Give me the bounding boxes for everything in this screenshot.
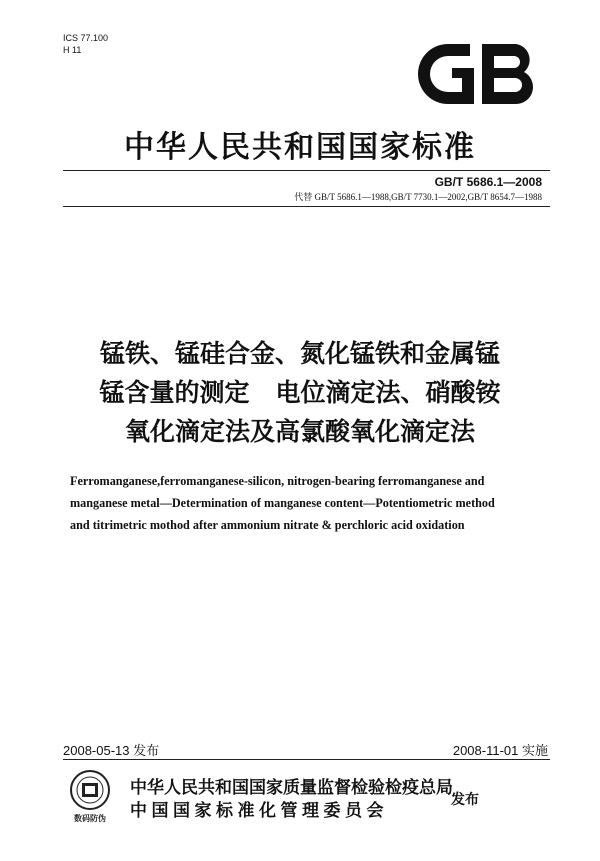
standard-code: GB/T 5686.1—2008 bbox=[434, 175, 542, 189]
title-en-line-3: and titrimetric mothod after ammonium nitrate & perchloric acid oxidation bbox=[70, 518, 465, 532]
gb-logo bbox=[418, 40, 538, 108]
title-en-line-2: manganese metal—Determination of manganese content—Potentiometric method bbox=[70, 496, 495, 510]
title-cn-line-1: 锰铁、锰硅合金、氮化锰铁和金属锰 bbox=[99, 339, 500, 368]
national-standard-title: 中华人民共和国国家标准 bbox=[124, 130, 476, 165]
svg-text:数码防伪: 数码防伪 bbox=[74, 814, 106, 823]
title-en-line-1: Ferromanganese,ferromanganese-silicon, nitrogen-bearing ferromanganese and bbox=[70, 474, 485, 488]
footer-divider bbox=[63, 759, 550, 760]
ics-code: ICS 77.100 bbox=[63, 33, 109, 43]
replaces-note: 代替 GB/T 5686.1—1988,GB/T 7730.1—2002,GB/T 8654.7—1988 bbox=[294, 192, 542, 202]
issuer-sac: 中国国家标准化管理委员会 bbox=[130, 801, 388, 821]
issuer-aqsiq: 中华人民共和国国家质量监督检验检疫总局 bbox=[130, 778, 453, 798]
header-divider bbox=[63, 206, 550, 207]
issue-date: 2008-05-13 发布 bbox=[63, 743, 160, 758]
title-en bbox=[70, 470, 550, 536]
ics-classification bbox=[63, 32, 108, 56]
title-cn-line-2: 锰含量的测定 电位滴定法、硝酸铵 bbox=[99, 378, 501, 407]
title-cn-line-3: 氧化滴定法及高氯酸氧化滴定法 bbox=[124, 417, 475, 446]
implementation-date: 2008-11-01 实施 bbox=[452, 743, 548, 758]
publish-label: 发布 bbox=[451, 792, 479, 808]
anti-counterfeit-seal bbox=[65, 768, 115, 824]
top-divider bbox=[63, 170, 550, 171]
class-code: H 11 bbox=[63, 45, 82, 55]
